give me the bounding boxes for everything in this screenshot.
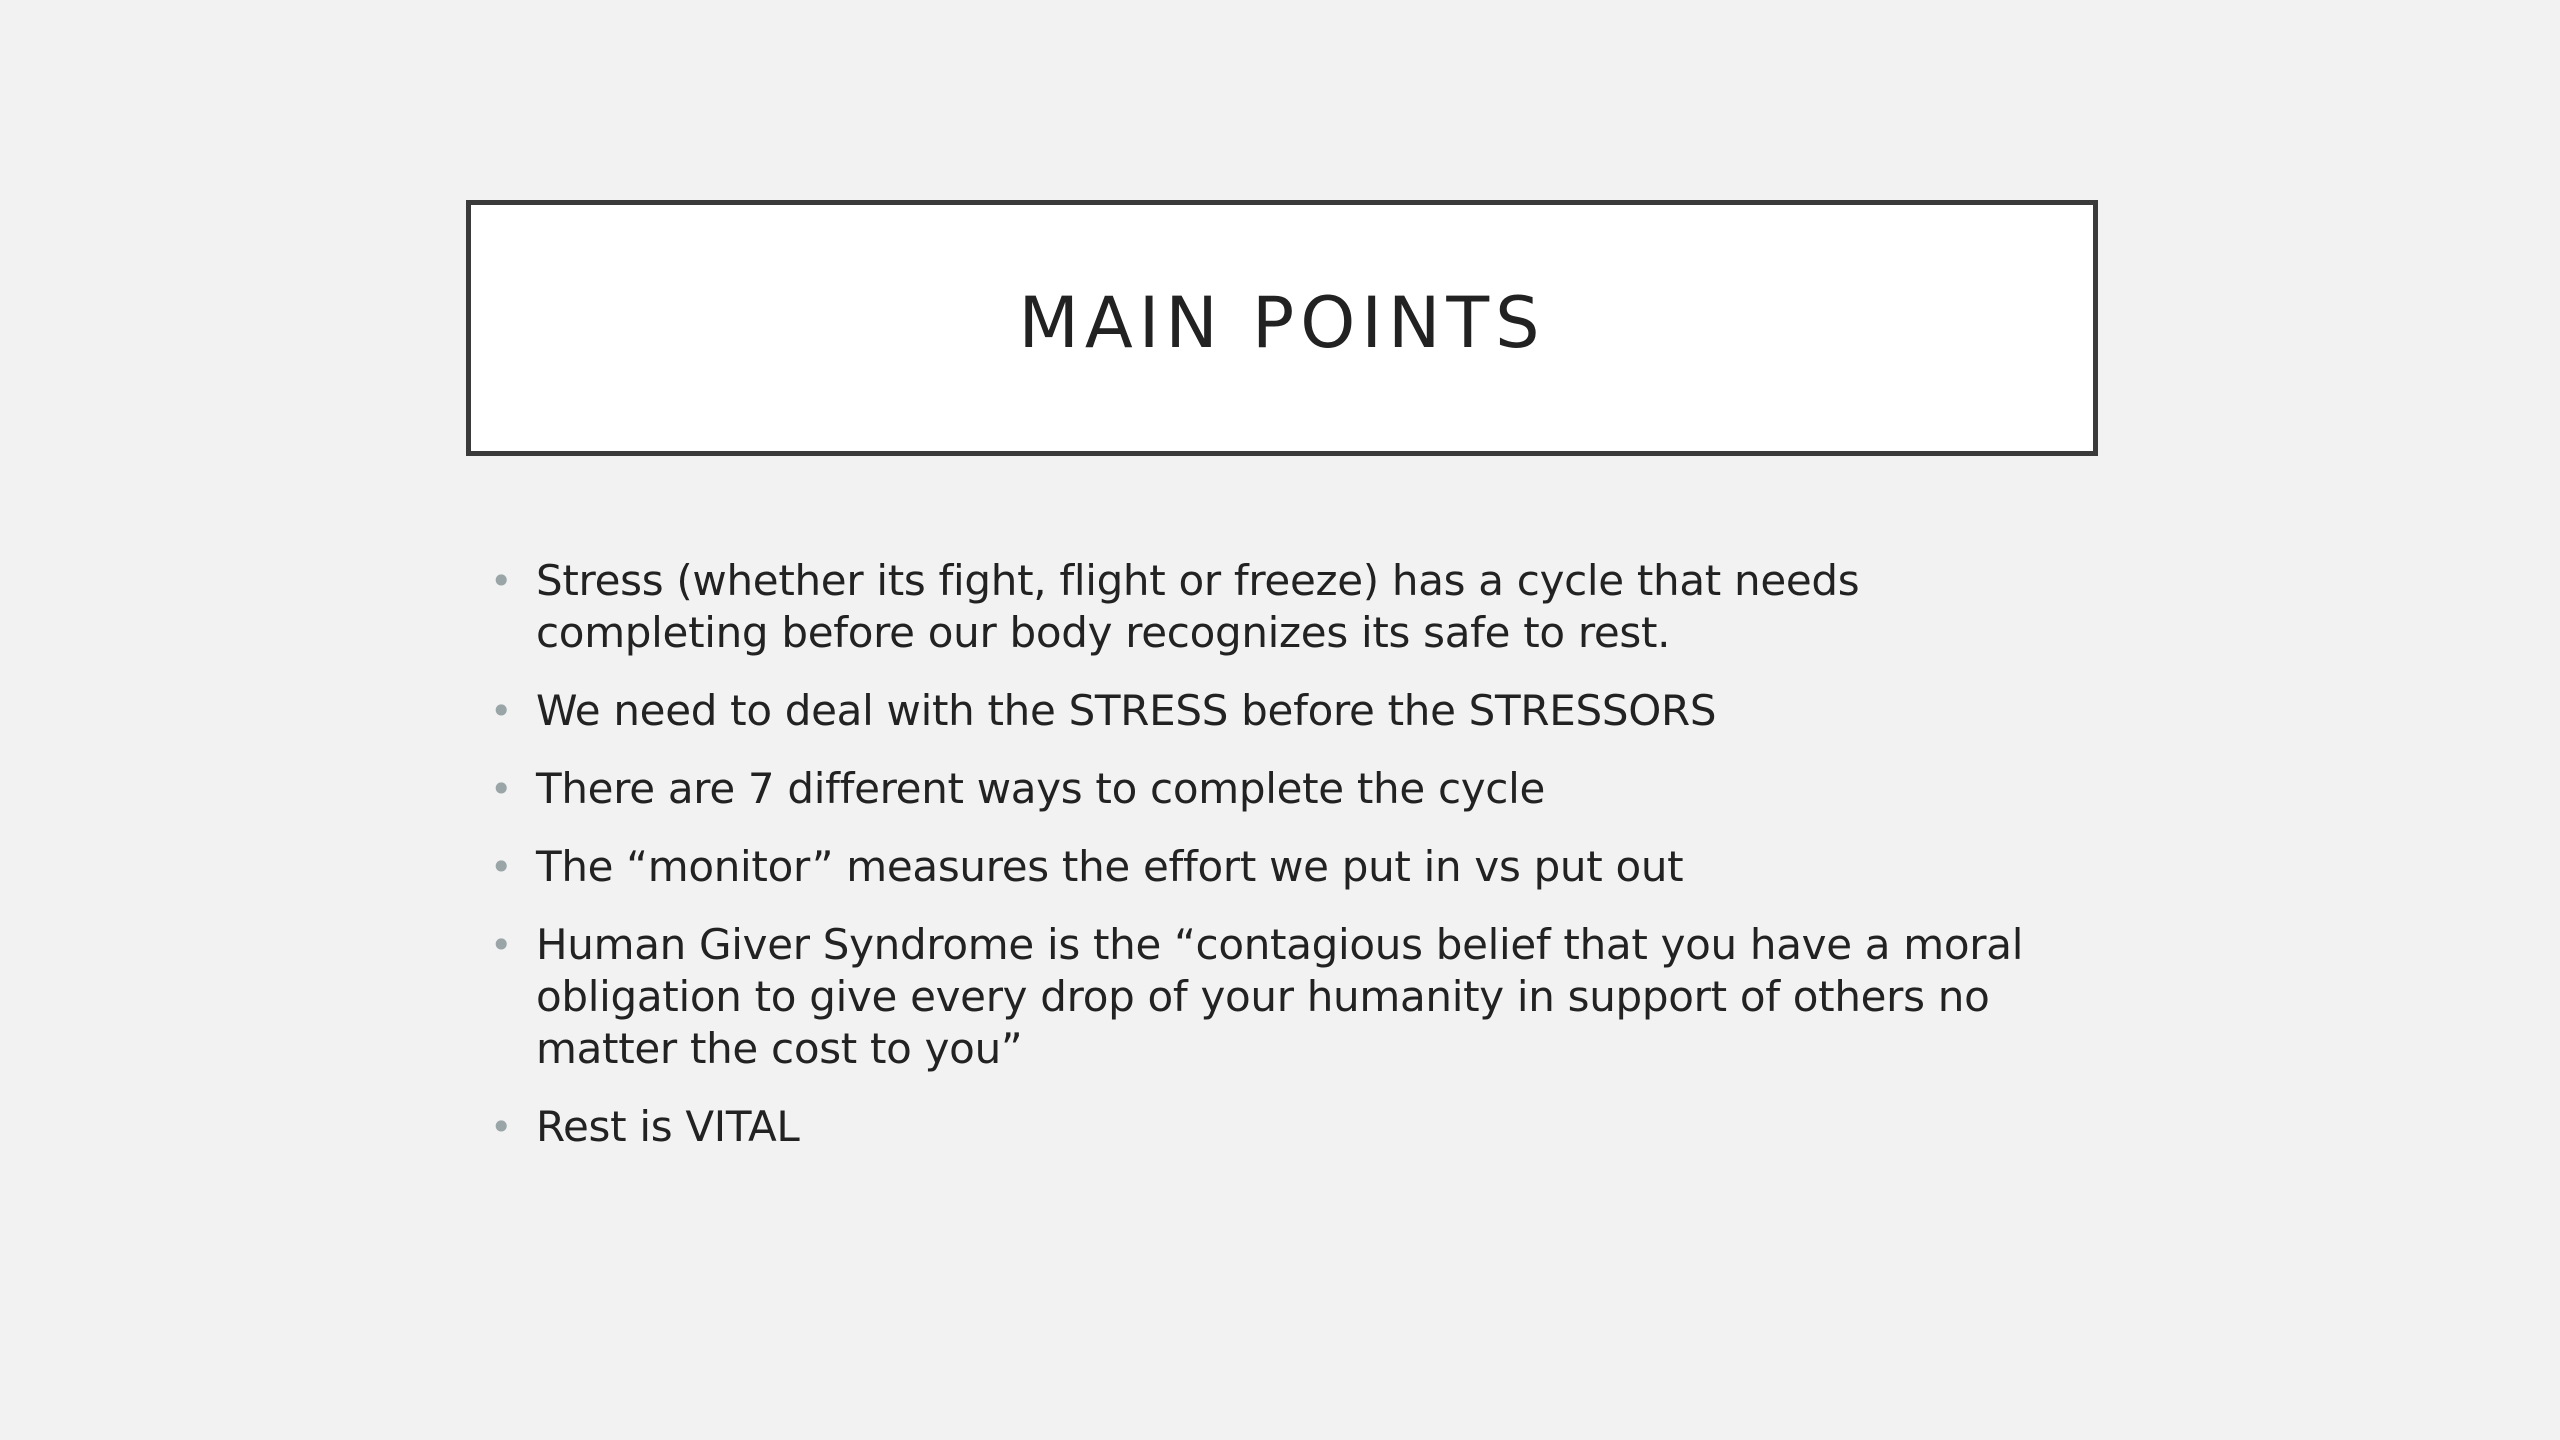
slide-title: MAIN POINTS [1018,282,1546,364]
bullet-icon: • [490,559,513,603]
bullet-item [480,1101,2080,1153]
bullet-text: Human Giver Syndrome is the “contagious belief that you have a moral obligation to give every drop of your humanity in support of others no matter the cost to you” [536,920,2024,1073]
bullet-item [480,555,2080,659]
bullet-item [480,685,2080,737]
bullet-item [480,763,2080,815]
bullet-text: Rest is VITAL [536,1102,800,1151]
title-box [466,200,2098,456]
bullet-text: We need to deal with the STRESS before the STRESSORS [536,686,1717,735]
bullet-icon: • [490,923,513,967]
bullet-icon: • [490,689,513,733]
bullet-list [480,555,2080,1179]
bullet-icon: • [490,845,513,889]
bullet-item [480,841,2080,893]
bullet-item [480,919,2080,1075]
bullet-icon: • [490,767,513,811]
bullet-text: The “monitor” measures the effort we put in vs put out [536,842,1684,891]
bullet-text: There are 7 different ways to complete the cycle [536,764,1546,813]
bullet-text: Stress (whether its fight, flight or freeze) has a cycle that needs completing before our body recognizes its safe to rest. [536,556,1860,657]
bullet-icon: • [490,1105,513,1149]
